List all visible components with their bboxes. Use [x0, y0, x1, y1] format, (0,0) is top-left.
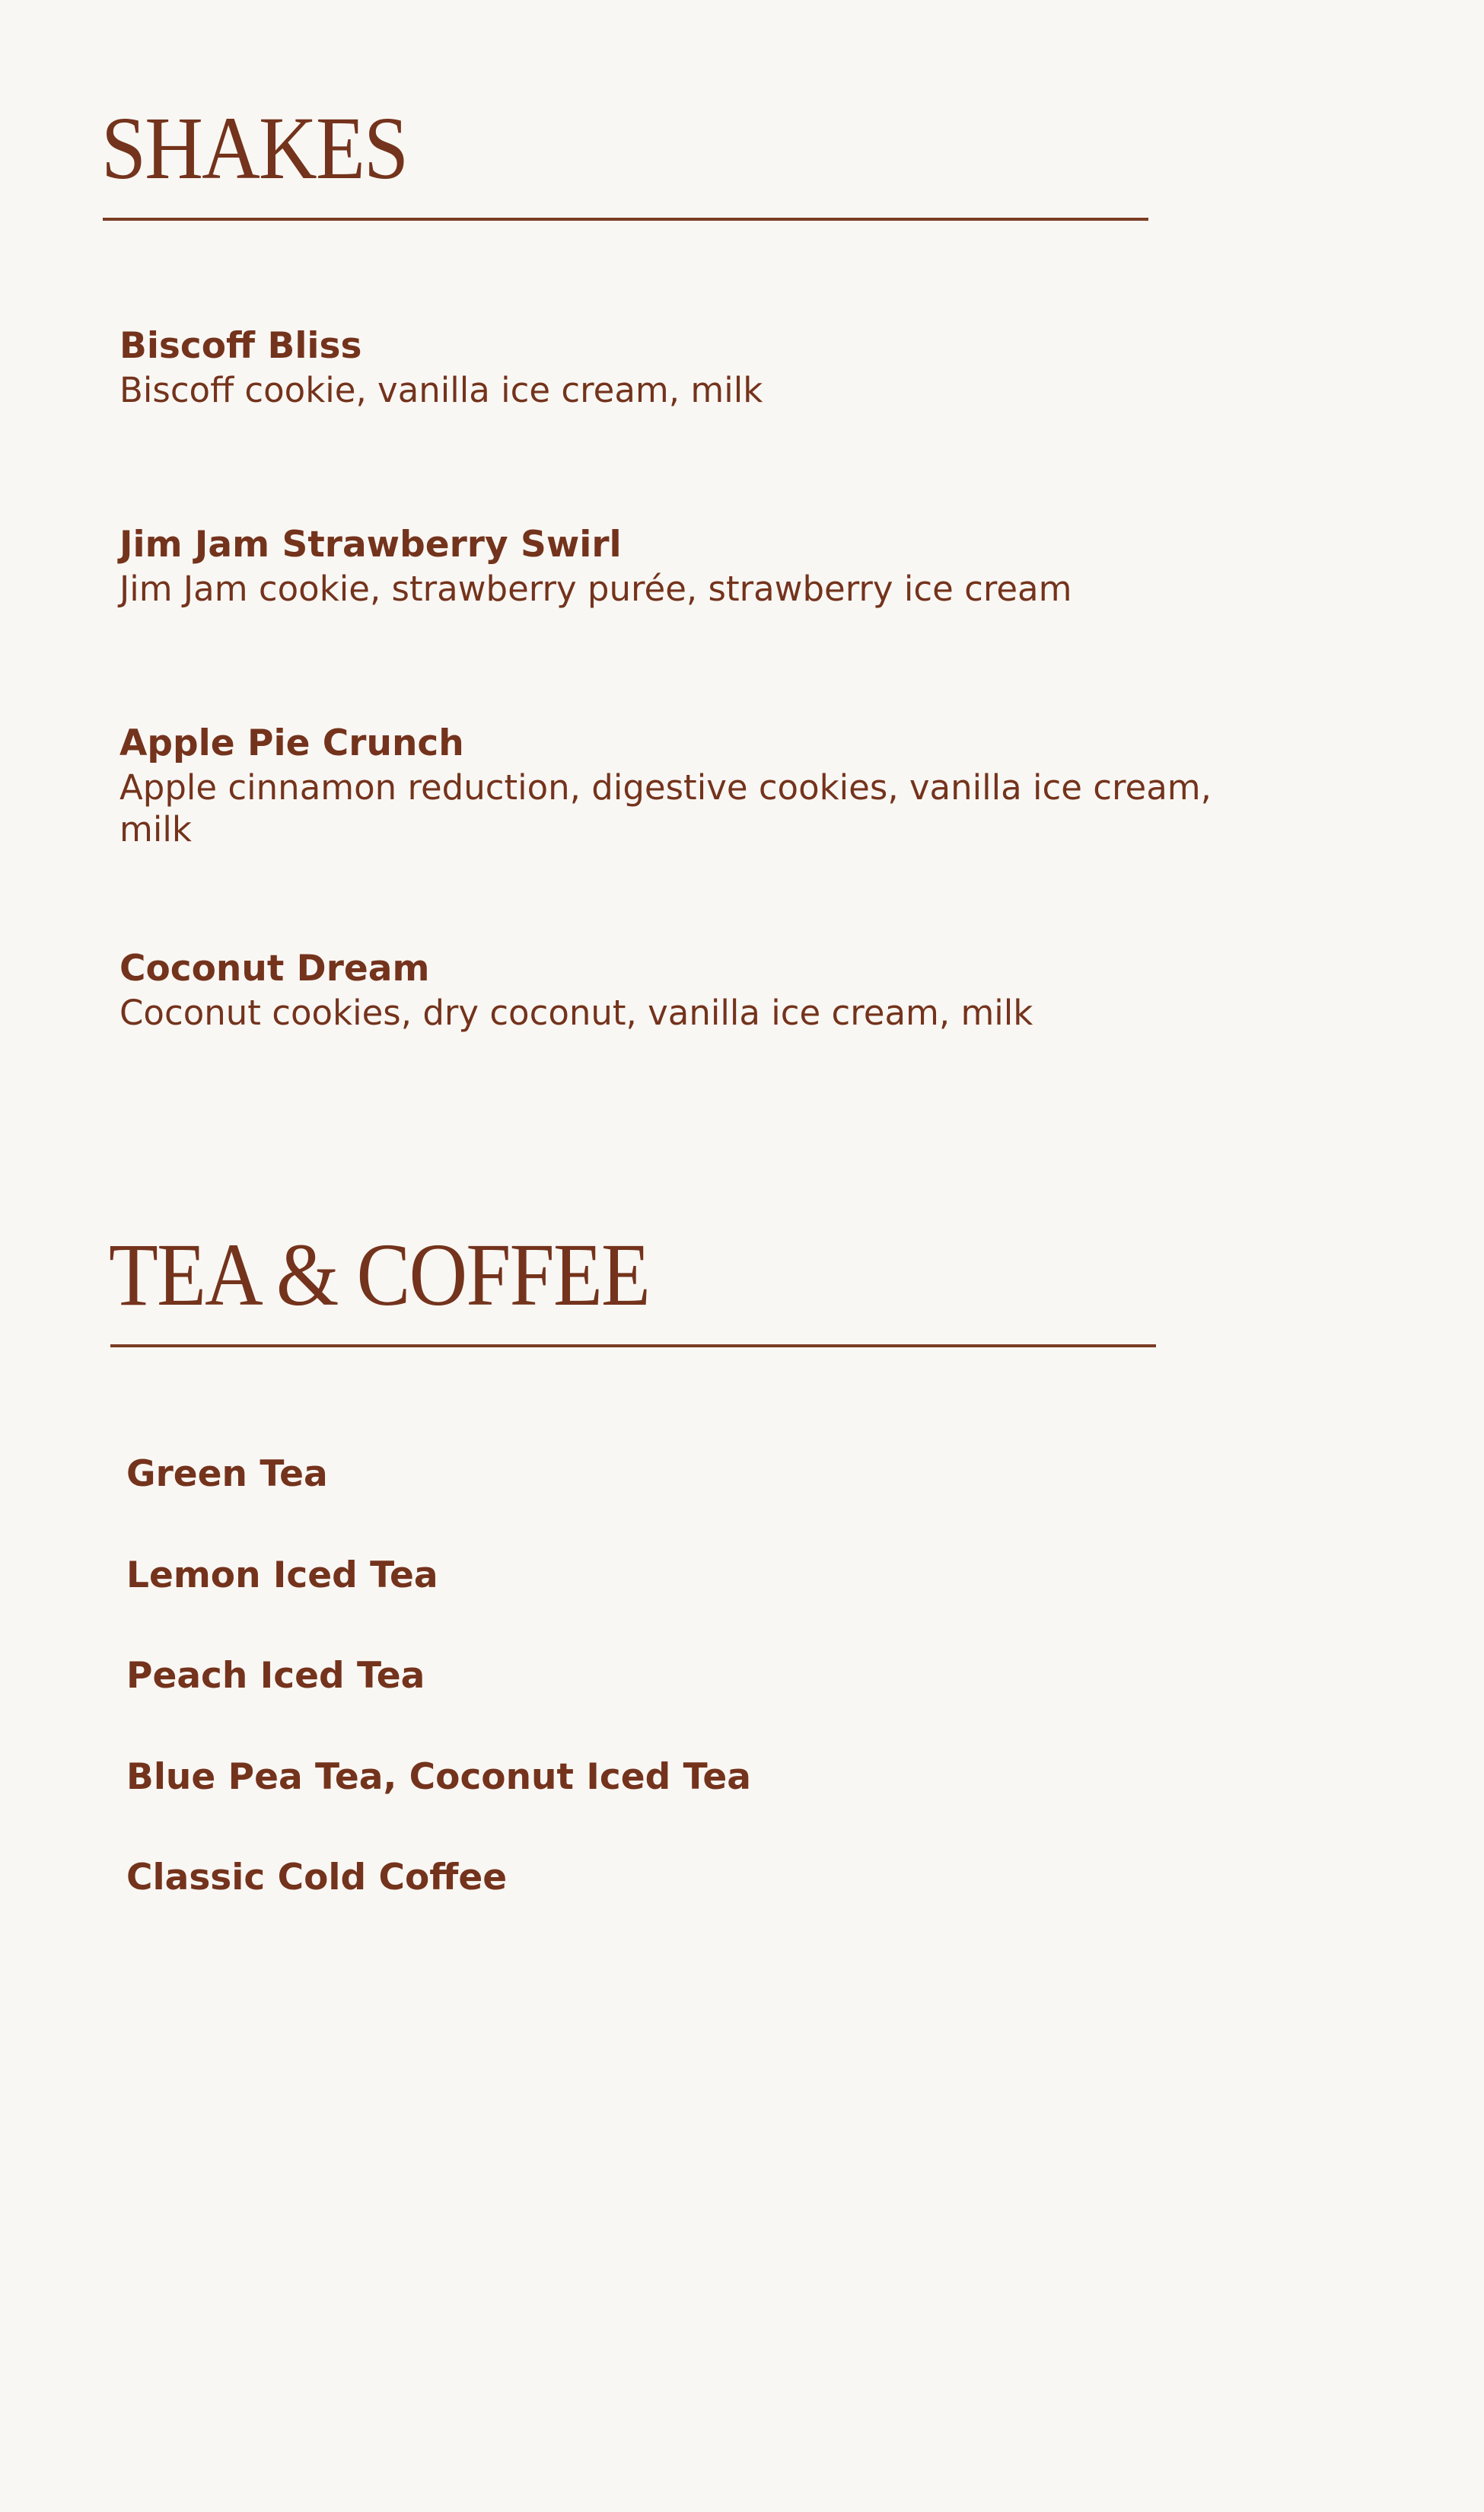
- menu-item-name: Biscoff Bliss: [119, 325, 362, 367]
- menu-item-description: Apple cinnamon reduction, digestive cookies, vanilla ice cream, milk: [119, 767, 1212, 850]
- menu-item-coconut-dream: [119, 948, 1261, 1034]
- shakes-divider: [103, 218, 1148, 221]
- tea-coffee-section-title: TEA & COFFEE: [109, 1225, 650, 1325]
- drink-item-blue-pea-coconut-iced-tea: Blue Pea Tea, Coconut Iced Tea: [126, 1756, 751, 1798]
- menu-item-jim-jam-strawberry-swirl: [119, 524, 1375, 610]
- menu-item-description: Coconut cookies, dry coconut, vanilla ice cream, milk: [119, 993, 1033, 1034]
- menu-item-description: Jim Jam cookie, strawberry purée, strawberry ice cream: [119, 569, 1072, 610]
- menu-item-biscoff-bliss: [119, 326, 1200, 411]
- drink-item-green-tea: Green Tea: [126, 1453, 328, 1495]
- drink-item-classic-cold-coffee: Classic Cold Coffee: [126, 1857, 508, 1898]
- drink-item-peach-iced-tea: Peach Iced Tea: [126, 1655, 425, 1697]
- menu-item-apple-pie-crunch: [119, 723, 1215, 850]
- menu-item-name: Apple Pie Crunch: [119, 722, 464, 764]
- shakes-section-title: SHAKES: [101, 98, 408, 198]
- drink-item-lemon-iced-tea: Lemon Iced Tea: [126, 1554, 438, 1596]
- tea-coffee-divider: [110, 1344, 1156, 1347]
- menu-item-name: Jim Jam Strawberry Swirl: [119, 524, 622, 566]
- menu-item-name: Coconut Dream: [119, 948, 430, 990]
- menu-item-description: Biscoff cookie, vanilla ice cream, milk: [119, 370, 763, 411]
